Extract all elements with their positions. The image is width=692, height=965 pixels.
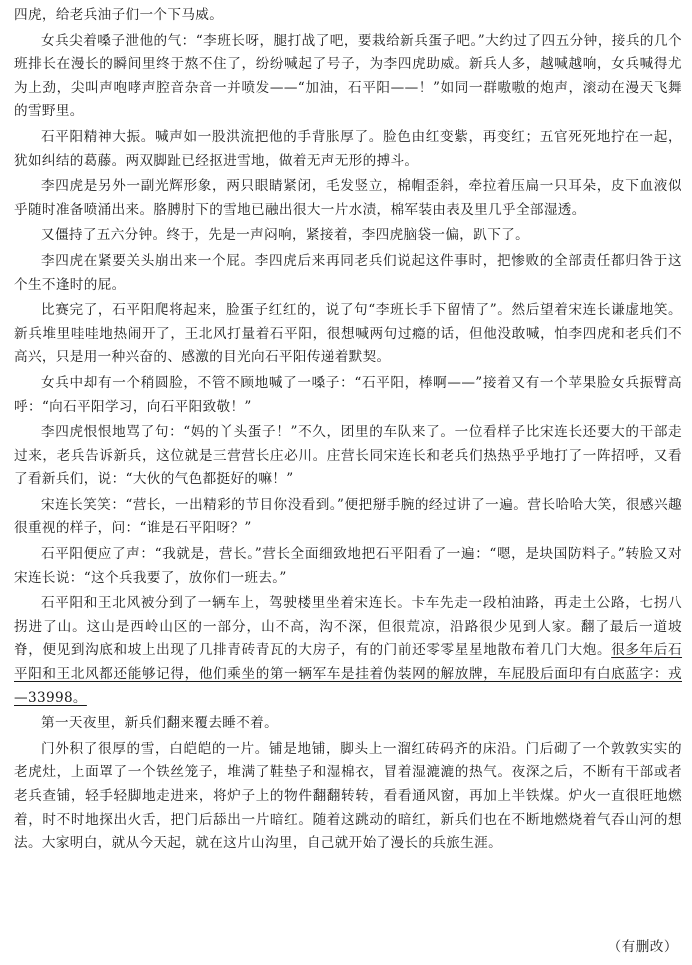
- paragraph: 女兵尖着嗓子泄他的气：“李班长呀，腿打战了吧，要栽给新兵蛋子吧。”大约过了四五分钟，接兵的几个班排长在漫长的瞬间里终于熬不住了，纷纷喊起了号子，为李四虎助威。新兵人多，越喊越响，女兵喊得尤为上劲，尖叫声咆哮声腔音杂音一并喷发——“加油，石平阳——！”如同一群嗷嗷的炮声，滚动在漫天飞舞的雪野里。: [14, 32, 682, 120]
- paragraph: 石平阳精神大振。喊声如一股洪流把他的手背胀厚了。脸色由红变紫，再变红；五官死死地拧在一起，犹如纠结的葛藤。两双脚趾已经抠进雪地，做着无声无形的搏斗。: [14, 128, 682, 169]
- paragraph: [14, 592, 682, 710]
- paragraph: 李四虎恨恨地骂了句：“妈的丫头蛋子！”不久，团里的车队来了。一位看样子比宋连长还要大的干部走过来，老兵告诉新兵，这位就是三营营长庄必川。庄营长同宋连长和老兵们热热乎乎地打了一阵招呼，又看了看新兵们，说：“大伙的气色都挺好的嘛！”: [14, 424, 682, 488]
- paragraph: 李四虎是另外一副光辉形象，两只眼睛紧闭，毛发竖立，棉帽歪斜，牵拉着压扁一只耳朵，皮下血液似乎随时准备喷涌出来。胳膊肘下的雪地已融出很大一片水渍，棉军装由表及里几乎全部湿透。: [14, 178, 682, 218]
- paragraph: 宋连长笑笑：“营长，一出精彩的节目你没看到。”便把掰手腕的经过讲了一遍。营长哈哈大笑，很感兴趣很重视的样子，问：“谁是石平阳呀？”: [14, 496, 682, 537]
- paragraph: 四虎，给老兵油子们一个下马威。: [14, 7, 224, 23]
- paragraph-text: 石平阳和王北风被分到了一辆车上，驾驶楼里坐着宋连长。卡车先走一段柏油路，再走土公路，七拐八拐进了山。这山是西岭山区的一部分，山不高，沟不深，但很荒凉，沿路很少见到人家。翻了最后一道坡脊，便见到沟底和坡上出现了几排青砖青瓦的大房子，有的门前还零零星星地散布着几门大炮。: [14, 595, 682, 659]
- paragraph: 石平阳便应了声：“我就是，营长。”营长全面细致地把石平阳看了一遍：“嗯，是块国防料子。”转脸又对宋连长说：“这个兵我要了，放你们一班去。”: [14, 546, 682, 586]
- paragraph: 比赛完了，石平阳爬将起来，脸蛋子红红的，说了句“李班长手下留情了”。然后望着宋连长谦虚地笑。新兵堆里哇哇地热闹开了，王北风打量着石平阳，很想喊两句过瘾的话，但他没敢喊，怕李四虎和老兵们不高兴，只是用一种兴奋的、感激的目光向石平阳传递着默契。: [14, 302, 682, 366]
- source-note: （有删改）: [607, 939, 678, 955]
- underlined-sentence: 很多年后石平阳和王北风都还能够记得，他们乘坐的第一辆军车是挂着伪装网的解放牌，车屁股后面印有白底蓝字：戎—33998。: [14, 642, 683, 706]
- article-body: [14, 4, 682, 858]
- paragraph: 又僵持了五六分钟。终于，先是一声闷响，紧接着，李四虎脑袋一偏，趴下了。: [41, 227, 530, 244]
- paragraph: 女兵中却有一个稍圆脸，不管不顾地喊了一嗓子：“石平阳，棒啊——”接着又有一个苹果脸女兵振臂高呼：“向石平阳学习，向石平阳致敬！”: [14, 374, 682, 415]
- paragraph: 门外积了很厚的雪，白皑皑的一片。铺是地铺，脚头上一溜红砖码齐的床沿。门后砌了一个敦敦实实的老虎灶，上面罩了一个铁丝笼子，堆满了鞋垫子和湿棉衣，冒着湿漉漉的热气。夜深之后，不断有干部或者老兵查铺，轻手轻脚地走进来，将炉子上的物件翻翻转转，看看通风窗，再加上半铁煤。炉火一直很旺地燃着，时不时地探出火舌，把门后舔出一片暗红。随着这跳动的暗红，新兵们也在不断地燃烧着气吞山河的想法。大家明白，就从今天起，就在这片山沟里，自己就开始了漫长的兵旅生涯。: [14, 740, 682, 852]
- paragraph: 第一天夜里，新兵们翻来覆去睡不着。: [41, 715, 279, 732]
- paragraph: 李四虎在紧要关头崩出来一个屁。李四虎后来再同老兵们说起这件事时，把惨败的全部责任都归咎于这个生不逢时的屁。: [14, 252, 682, 293]
